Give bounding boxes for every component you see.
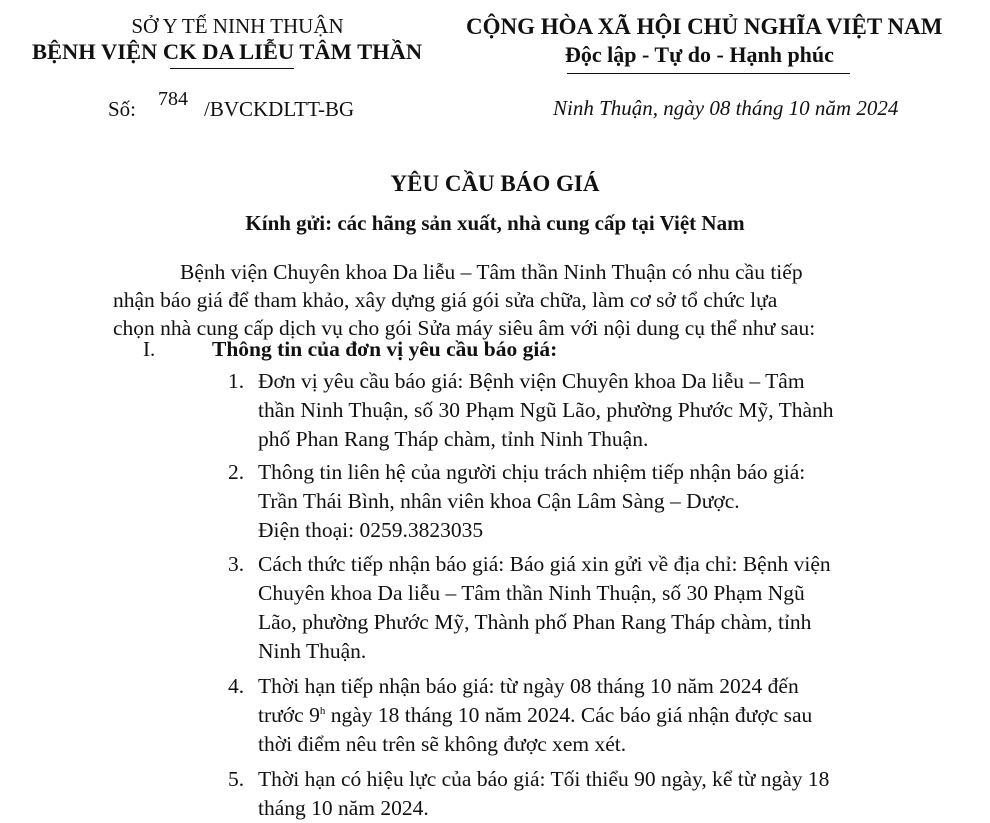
department-name-text: SỞ Y TẾ NINH THUẬN [131,14,344,38]
list-item-line: Thông tin liên hệ của người chịu trách nhiệm tiếp nhận báo giá: [258,460,806,484]
list-item-line: tháng 10 năm 2024. [258,796,429,820]
deadline-rest: ngày 18 tháng 10 năm 2024. Các báo giá nhận được sau [330,703,813,727]
list-item-line: thần Ninh Thuận, số 30 Phạm Ngũ Lão, phường Phước Mỹ, Thành [258,398,834,422]
document-number-value: 784 [158,88,188,110]
section-number: I. [143,337,156,361]
phone-line: Điện thoại: 0259.3823035 [258,518,484,542]
header-right-underline [567,73,850,74]
motto: Độc lập - Tự do - Hạnh phúc [565,42,834,67]
place-date: Ninh Thuận, ngày 08 tháng 10 năm 2024 [553,96,899,120]
list-item-number: 2. [228,460,245,484]
list-item-line: phố Phan Rang Tháp chàm, tỉnh Ninh Thuận. [258,427,649,451]
nation-title: CỘNG HÒA XÃ HỘI CHỦ NGHĨA VIỆT NAM [466,14,943,39]
hospital-name: BỆNH VIỆN CK DA LIỄU TÂM THẦN [32,39,423,64]
department-name [0,13,495,39]
list-item-number: 1. [228,369,245,393]
section-title: Thông tin của đơn vị yêu cầu báo giá: [212,337,558,361]
list-item-line: thời điểm nêu trên sẽ không được xem xét. [258,732,627,756]
deadline-prefix: trước 9 [258,703,320,727]
list-item-number: 4. [228,674,245,698]
list-item-number: 5. [228,767,245,791]
list-item-line: Cách thức tiếp nhận báo giá: Báo giá xin gửi về địa chỉ: Bệnh viện [258,552,831,576]
document-number-label: Số: [108,97,137,121]
intro-line-3: chọn nhà cung cấp dịch vụ cho gói Sửa máy siêu âm với nội dung cụ thể như sau: [113,316,816,340]
list-item-line: Thời hạn có hiệu lực của báo giá: Tối thiểu 90 ngày, kể từ ngày 18 [258,767,830,791]
header-left-underline [170,68,294,69]
list-item-line: Trần Thái Bình, nhân viên khoa Cận Lâm Sàng – Dược. [258,489,740,513]
list-item-line: Thời hạn tiếp nhận báo giá: từ ngày 08 tháng 10 năm 2024 đến [258,674,799,698]
list-item-line: Đơn vị yêu cầu báo giá: Bệnh viện Chuyên khoa Da liễu – Tâm [258,369,805,393]
intro-line-2: nhận báo giá để tham khảo, xây dựng giá gói sửa chữa, làm cơ sở tổ chức lựa [113,288,778,312]
document-number-code: /BVCKDLTT-BG [204,97,355,121]
list-item-line: Lão, phường Phước Mỹ, Thành phố Phan Rang Tháp chàm, tỉnh [258,610,812,634]
list-item-line: Ninh Thuận. [258,639,367,663]
list-item-number: 3. [228,552,245,576]
list-item-line: Chuyên khoa Da liễu – Tâm thần Ninh Thuận, số 30 Phạm Ngũ [258,581,805,605]
hour-superscript: h [319,704,326,717]
list-item-line [258,701,812,729]
intro-line-1: Bệnh viện Chuyên khoa Da liễu – Tâm thần Ninh Thuận có nhu cầu tiếp [180,260,803,284]
recipient-line: Kính gửi: các hãng sản xuất, nhà cung cấp tại Việt Nam [245,211,745,235]
document-title: YÊU CẦU BÁO GIÁ [390,171,600,196]
